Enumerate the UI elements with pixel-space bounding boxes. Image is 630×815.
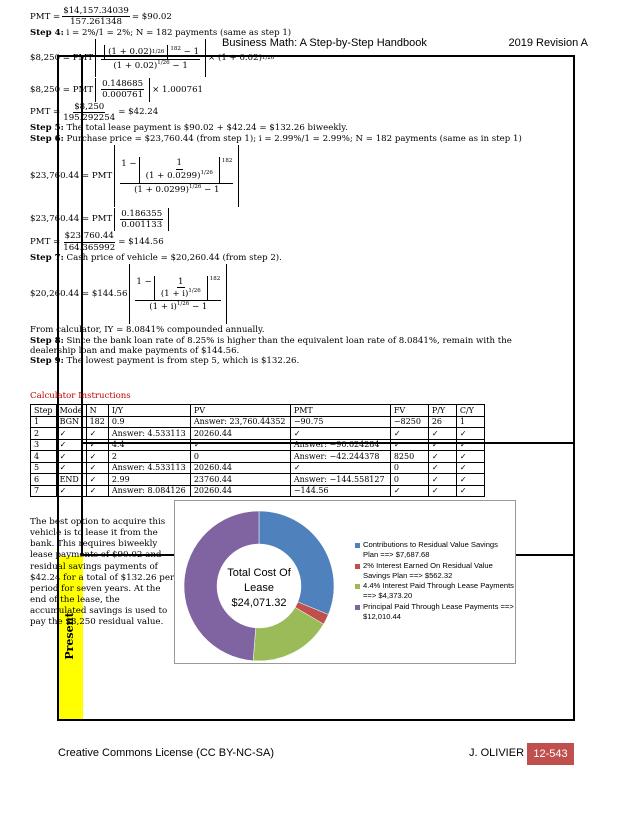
- table-row: [31, 474, 485, 486]
- table-cell: 1: [31, 416, 57, 428]
- pmt-equation-6: PMT = $\frac{\$23,760.44}{164.365992}$ = $144.56: [30, 231, 164, 253]
- table-cell: 20260.44: [190, 462, 290, 474]
- legend-swatch: [355, 564, 360, 569]
- revision-label: 2019 Revision A: [508, 37, 588, 49]
- legend-label: Principal Paid Through Lease Payments ==> $12,010.44: [363, 602, 514, 622]
- column-header: P/Y: [428, 405, 456, 417]
- legend-swatch: [355, 605, 360, 610]
- step-6: Step 6: Purchase price = $23,760.44 (from step 1); i = 2.99%/1 = 2.99%; N = 182 payments (same as in step 1): [30, 133, 522, 144]
- table-cell: ✓: [456, 439, 484, 451]
- table-cell: 8250: [390, 451, 428, 463]
- table-cell: ✓: [56, 439, 86, 451]
- column-header: C/Y: [456, 405, 484, 417]
- table-cell: 4: [31, 451, 57, 463]
- table-cell: 6: [31, 474, 57, 486]
- table-cell: 4.4: [108, 439, 190, 451]
- table-cell: 2.99: [108, 474, 190, 486]
- step-9: Step 9: The lowest payment is from step 5, which is $132.26.: [30, 356, 300, 367]
- table-cell: 2: [108, 451, 190, 463]
- legend-entry: [355, 540, 515, 560]
- table-cell: Answer: −144.558127: [290, 474, 390, 486]
- column-header: PMT: [290, 405, 390, 417]
- step-8: Step 8: Since the bank loan rate of 8.25% is higher than the equivalent loan rate of 8.0841%, remain with the: [30, 335, 512, 346]
- table-cell: Answer: 23,760.44352: [190, 416, 290, 428]
- chart-center-line-3: $24,071.32: [231, 597, 287, 609]
- table-cell: ✓: [56, 485, 86, 497]
- column-header: Mode: [56, 405, 86, 417]
- table-row: [31, 451, 485, 463]
- table-cell: ✓: [86, 428, 108, 440]
- table-cell: 20260.44: [190, 485, 290, 497]
- table-cell: ✓: [86, 462, 108, 474]
- table-cell: 7: [31, 485, 57, 497]
- table-cell: ✓: [390, 485, 428, 497]
- table-cell: ✓: [428, 485, 456, 497]
- legend-swatch: [355, 543, 360, 548]
- table-cell: ✓: [428, 428, 456, 440]
- table-cell: Answer: 4.533113: [108, 462, 190, 474]
- legend-entry: [355, 561, 515, 581]
- table-cell: ✓: [56, 428, 86, 440]
- table-cell: ✓: [190, 439, 290, 451]
- table-cell: 5: [31, 462, 57, 474]
- license-text: Creative Commons License (CC BY-NC-SA): [58, 747, 274, 759]
- table-cell: ✓: [86, 485, 108, 497]
- chart-center-line-2: Lease: [244, 582, 274, 594]
- table-cell: ✓: [428, 451, 456, 463]
- legend-swatch: [355, 584, 360, 589]
- table-cell: −144.56: [290, 485, 390, 497]
- table-cell: ✓: [456, 451, 484, 463]
- table-cell: 1: [456, 416, 484, 428]
- legend-label: Contributions to Residual Value Savings Plan ==> $7,687.68: [363, 540, 498, 559]
- table-cell: −8250: [390, 416, 428, 428]
- table-cell: 0: [390, 462, 428, 474]
- column-header: PV: [190, 405, 290, 417]
- table-row: [31, 416, 485, 428]
- calculator-title: Calculator Instructions: [30, 391, 131, 401]
- table-cell: ✓: [86, 474, 108, 486]
- table-cell: 3: [31, 439, 57, 451]
- equation-7: $20,260.44 = $144.56 1 − 1 $(1 + i)^{1/26}$ $^{182}$ $(1 + i)^{1/26} - 1$: [30, 263, 512, 325]
- chart-legend: [355, 540, 515, 623]
- table-cell: END: [56, 474, 86, 486]
- table-cell: 26: [428, 416, 456, 428]
- table-cell: ✓: [56, 451, 86, 463]
- fraction: $\frac{\$14,157.34039}{157.261348}$: [63, 6, 129, 28]
- table-row: [31, 428, 485, 440]
- table-row: [31, 485, 485, 497]
- table-cell: Answer: −90.024284: [290, 439, 390, 451]
- equation-4b: $8,250 = PMT 0.148685 0.000761 × 1.000761: [30, 78, 204, 101]
- chart-center-line-1: Total Cost Of: [227, 567, 291, 579]
- table-cell: Answer: 4.533113: [108, 428, 190, 440]
- table-cell: 20260.44: [190, 428, 290, 440]
- table-cell: ✓: [86, 451, 108, 463]
- worked-solution: [30, 6, 522, 367]
- legend-label: 2% Interest Earned On Residual Value Savings Plan ==> $562.32: [363, 560, 493, 580]
- table-row: [31, 439, 485, 451]
- page-number: 12-543: [527, 743, 574, 765]
- author-name: J. OLIVIER: [469, 747, 525, 759]
- table-cell: ✓: [86, 439, 108, 451]
- calculator-result: From calculator, IY = 8.0841% compounded annually.: [30, 325, 265, 336]
- book-title: Business Math: A Step-by-Step Handbook: [222, 37, 427, 49]
- table-cell: Answer: 8.084126: [108, 485, 190, 497]
- table-header-row: [31, 405, 485, 417]
- table-cell: ✓: [290, 462, 390, 474]
- table-cell: ✓: [456, 485, 484, 497]
- legend-label: 4.4% Interest Paid Through Lease Payments ==> $4,373.20: [363, 581, 514, 601]
- table-cell: ✓: [56, 462, 86, 474]
- table-cell: 182: [86, 416, 108, 428]
- table-cell: ✓: [428, 474, 456, 486]
- calculator-table: [30, 404, 485, 497]
- page-footer: [0, 743, 630, 765]
- table-cell: BGN: [56, 416, 86, 428]
- table-cell: ✓: [456, 474, 484, 486]
- equation-6a: $23,760.44 = PMT 1 − 1 $(1 + 0.0299)^{1/26}$ $^{182}$ $(1 + 0.0299)^{1/26} - 1$: [30, 144, 512, 208]
- table-cell: ✓: [390, 439, 428, 451]
- column-header: FV: [390, 405, 428, 417]
- table-row: [31, 462, 485, 474]
- table-cell: 23760.44: [190, 474, 290, 486]
- column-header: N: [86, 405, 108, 417]
- legend-entry: [355, 602, 515, 622]
- column-header: I/Y: [108, 405, 190, 417]
- table-cell: ✓: [290, 428, 390, 440]
- table-cell: 0: [190, 451, 290, 463]
- table-cell: ✓: [428, 439, 456, 451]
- table-cell: ✓: [428, 462, 456, 474]
- equation-4a: $8,250 = PMT (1 + 0.02) 1/26 $^{182}$ − 1 $(1 + 0.02)^{1/26} - 1$ × (1 + 0.02) 1/26: [30, 38, 512, 78]
- legend-entry: [355, 581, 515, 601]
- step-8-continued: dealership loan and make payments of $144.56.: [30, 346, 240, 356]
- column-header: Step: [31, 405, 57, 417]
- table-cell: Answer: −42.244378: [290, 451, 390, 463]
- step-4: Step 4: i = 2%/1 = 2%; N = 182 payments (same as step 1): [30, 27, 292, 38]
- table-cell: −90.75: [290, 416, 390, 428]
- step-5: Step 5: The total lease payment is $90.02 + $42.24 = $132.26 biweekly.: [30, 123, 348, 134]
- step-7: Step 7: Cash price of vehicle = $20,260.44 (from step 2).: [30, 253, 282, 264]
- table-cell: 0.9: [108, 416, 190, 428]
- table-cell: 2: [31, 428, 57, 440]
- pmt-equation-4: PMT = $\frac{\$8,250}{195.292254}$ = $42.24: [30, 101, 159, 123]
- table-cell: ✓: [456, 462, 484, 474]
- equation-6b: $23,760.44 = PMT 0.186355 0.001133: [30, 208, 512, 232]
- table-cell: ✓: [456, 428, 484, 440]
- table-cell: 0: [390, 474, 428, 486]
- table-cell: ✓: [390, 428, 428, 440]
- present-text: The best option to acquire this vehicle is to lease it from the bank. This requires biweekly lease payments of $90.02 and residual savings payments of $42.24 for a total of $132.26 per period for seven years. At the end of the lease, the accumulated savings is used to pay the $8,250 residual value.: [30, 517, 175, 628]
- present-label: Present: [63, 612, 76, 660]
- pmt-equation-1: PMT = $\frac{\$14,157.34039}{157.261348}$ = $90.02: [30, 6, 172, 28]
